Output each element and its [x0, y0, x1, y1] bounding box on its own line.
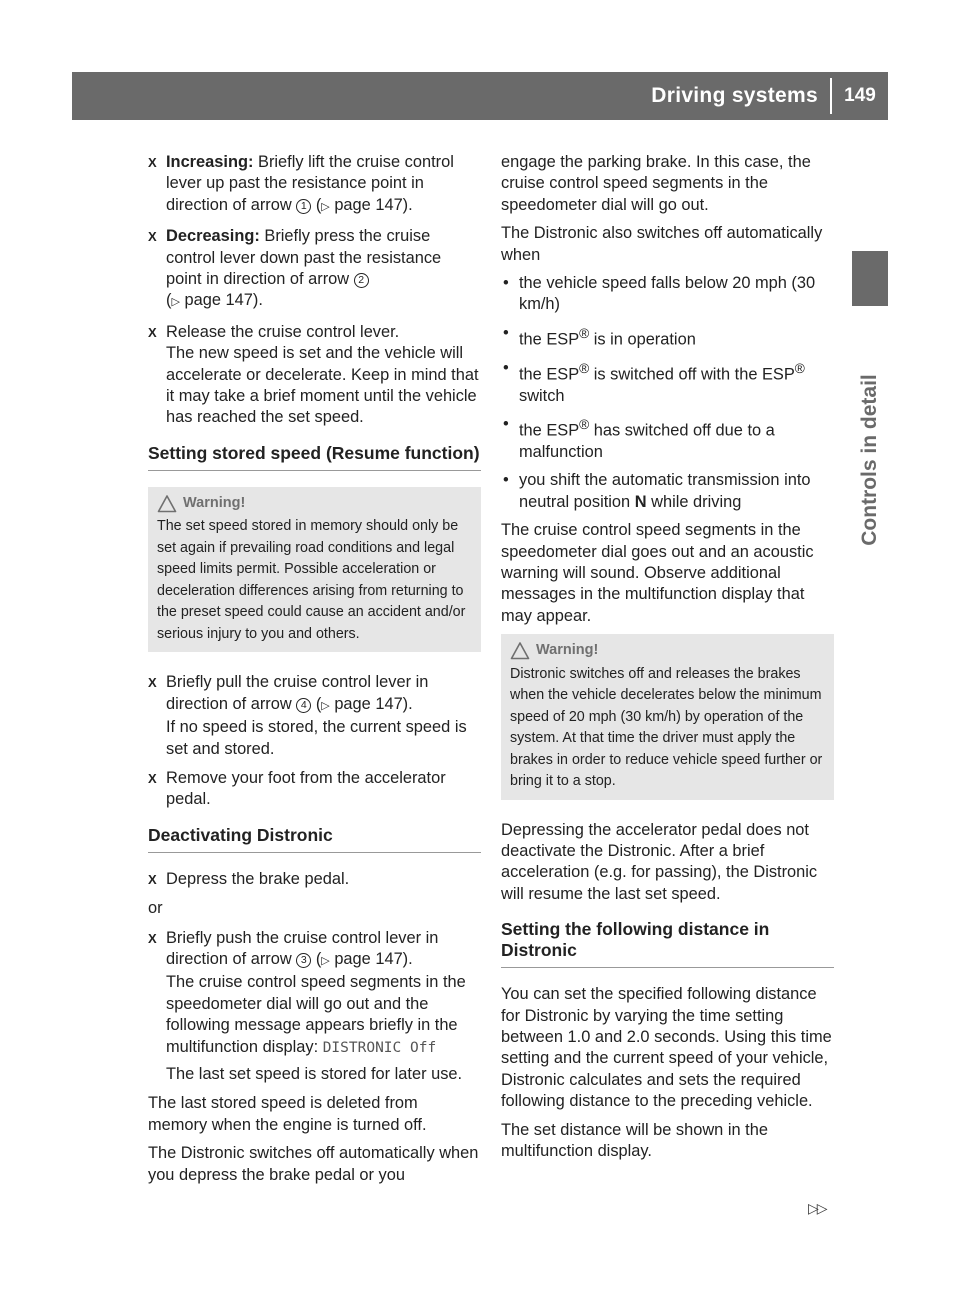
step-text: Depress the brake pedal.	[166, 869, 350, 888]
list-item	[501, 414, 834, 463]
heading-following-distance: Setting the following distance in Distronic	[501, 919, 834, 968]
bullet-icon: •	[503, 415, 509, 433]
list-item-text: the ESP	[519, 330, 580, 349]
display-message: DISTRONIC Off	[322, 1039, 437, 1056]
registered-mark: ®	[794, 360, 805, 376]
registered-mark: ®	[579, 360, 590, 376]
paragraph: engage the parking brake. In this case, the cruise control speed segments in the speedometer dial will go out.	[501, 153, 811, 214]
bullet-icon: •	[503, 358, 509, 377]
heading-deactivating: Deactivating Distronic	[148, 825, 481, 853]
or-separator: or	[148, 899, 163, 918]
registered-mark: ®	[579, 325, 590, 341]
bullet-icon: •	[503, 323, 509, 342]
step-decreasing	[148, 226, 481, 314]
warning-header	[157, 493, 475, 515]
step-arrow-icon: X	[148, 324, 157, 340]
page-reference: page 147).	[179, 291, 263, 310]
step-label: Decreasing:	[166, 227, 260, 246]
continue-next-page-icon: ▷▷	[808, 1200, 826, 1216]
page-ref-arrow-icon: ▷	[321, 955, 330, 968]
arrow-number-icon: 1	[296, 199, 311, 214]
step-brake	[148, 869, 481, 890]
list-item-text: while driving	[646, 492, 742, 511]
step-arrow-icon: X	[148, 155, 157, 170]
step-text: (	[311, 950, 322, 969]
list-item	[501, 323, 834, 351]
bullet-icon: •	[503, 274, 509, 293]
warning-box	[501, 634, 834, 800]
list-item-text: switch	[519, 386, 565, 405]
list-item-text: is in operation	[589, 330, 696, 349]
paragraph: The cruise control speed segments in the speedometer dial goes out and an acoustic warning will sound. Observe additional messages in the multifunction display that may appear.	[501, 521, 814, 625]
paragraph: The Distronic switches off automatically when you depress the brake pedal or you	[148, 1144, 479, 1184]
list-item-text: the ESP	[519, 421, 580, 440]
page-reference: page 147).	[329, 950, 413, 969]
chapter-label-text: Controls in detail	[858, 374, 881, 546]
bullet-icon: •	[503, 471, 509, 490]
gear-position: N	[634, 492, 647, 511]
page-reference: page 147).	[329, 195, 413, 214]
step-arrow-icon: X	[148, 930, 157, 946]
step-text: Release the cruise control lever.	[166, 322, 400, 341]
step-text: The cruise control speed segments in the speedometer dial will go out and the following message appears briefly in the multifunction display:	[166, 973, 466, 1056]
chapter-side-label	[852, 310, 888, 610]
paragraph: The Distronic also switches off automatically when	[501, 224, 823, 264]
arrow-number-icon: 2	[354, 273, 369, 288]
warning-title: Warning!	[183, 494, 246, 511]
list-item-text: the vehicle speed falls below 20 mph (30 km/h)	[519, 274, 816, 314]
page-ref-arrow-icon: ▷	[171, 296, 180, 309]
list-item-text: is switched off with the ESP	[589, 365, 795, 384]
registered-mark: ®	[579, 417, 590, 432]
step-text: The last set speed is stored for later use.	[166, 1065, 463, 1084]
list-item-text: has switched off due to a malfunction	[519, 421, 775, 461]
list-item-text: the ESP	[519, 365, 580, 384]
paragraph: Depressing the accelerator pedal does not deactivate the Distronic. After a brief acceleration (e.g. for passing), the Distronic will resume the last set speed.	[501, 820, 818, 903]
step-arrow-icon: X	[148, 675, 157, 691]
paragraph: The last stored speed is deleted from memory when the engine is turned off.	[148, 1094, 427, 1134]
step-push-lever	[148, 928, 481, 1086]
step-remove-foot	[148, 768, 481, 811]
warning-triangle-icon	[157, 494, 177, 514]
step-text: (	[311, 195, 322, 214]
left-column	[148, 152, 481, 1193]
step-text: Remove your foot from the accelerator pedal.	[166, 769, 446, 809]
step-text: Briefly lift the cruise control lever up past the resistance point in direction of arrow	[166, 153, 454, 214]
step-arrow-icon: X	[148, 229, 157, 245]
warning-triangle-icon	[510, 641, 530, 661]
page-ref-arrow-icon: ▷	[321, 699, 330, 712]
step-text: Briefly push the cruise control lever in direction of arrow	[166, 928, 439, 969]
step-text: (	[166, 291, 172, 310]
step-text: The new speed is set and the vehicle will accelerate or decelerate. Keep in mind that it may take a brief moment until the vehicle has reached the set speed.	[166, 344, 479, 427]
page-reference: page 147).	[329, 694, 413, 713]
step-pull-lever	[148, 672, 481, 760]
step-release	[148, 322, 481, 429]
list-item	[501, 273, 834, 316]
list-item	[501, 470, 834, 513]
arrow-number-icon: 3	[296, 953, 311, 968]
heading-resume-function: Setting stored speed (Resume function)	[148, 443, 481, 471]
right-column	[501, 152, 834, 1170]
step-label: Increasing:	[166, 153, 254, 171]
step-arrow-icon: X	[148, 871, 157, 887]
warning-text: The set speed stored in memory should only be set again if prevailing road conditions and legal speed limits permit. Possible acceleration or deceleration differences arising from returning to the preset speed could cause an accident and/or serious injury to you and others.	[157, 518, 466, 642]
step-text: Briefly pull the cruise control lever in direction of arrow	[166, 673, 429, 713]
step-text-block	[166, 972, 481, 1059]
chapter-tab-marker	[852, 251, 888, 306]
warning-title: Warning!	[536, 642, 599, 659]
step-increasing	[148, 152, 481, 218]
warning-text: Distronic switches off and releases the brakes when the vehicle decelerates below the minimum speed of 20 mph (30 km/h) by operation of the system. At that time the driver must apply the brakes in order to reduce vehicle speed further or bring it to a stop.	[510, 665, 823, 790]
step-text: If no speed is stored, the current speed is set and stored.	[166, 718, 467, 758]
step-text: (	[311, 694, 322, 713]
list-item	[501, 358, 834, 407]
paragraph: You can set the specified following distance for Distronic by varying the time setting between 1.0 and 2.0 seconds. Using this time setting and the current speed of your vehicle, Distronic calculates and sets the required following distance to the preceding vehicle.	[501, 985, 832, 1111]
page-header	[72, 72, 888, 120]
warning-header	[510, 640, 828, 662]
arrow-number-icon: 4	[296, 698, 311, 713]
section-title: Driving systems	[651, 84, 818, 107]
warning-box	[148, 487, 481, 653]
page-ref-arrow-icon: ▷	[321, 200, 330, 213]
list-item-text: you shift the automatic transmission into neutral position	[519, 471, 811, 511]
paragraph: The set distance will be shown in the multifunction display.	[501, 1120, 768, 1161]
step-arrow-icon: X	[148, 771, 157, 786]
step-text: Briefly press the cruise control lever down past the resistance point in direction of arrow	[166, 227, 442, 289]
page-number: 149	[844, 85, 876, 106]
